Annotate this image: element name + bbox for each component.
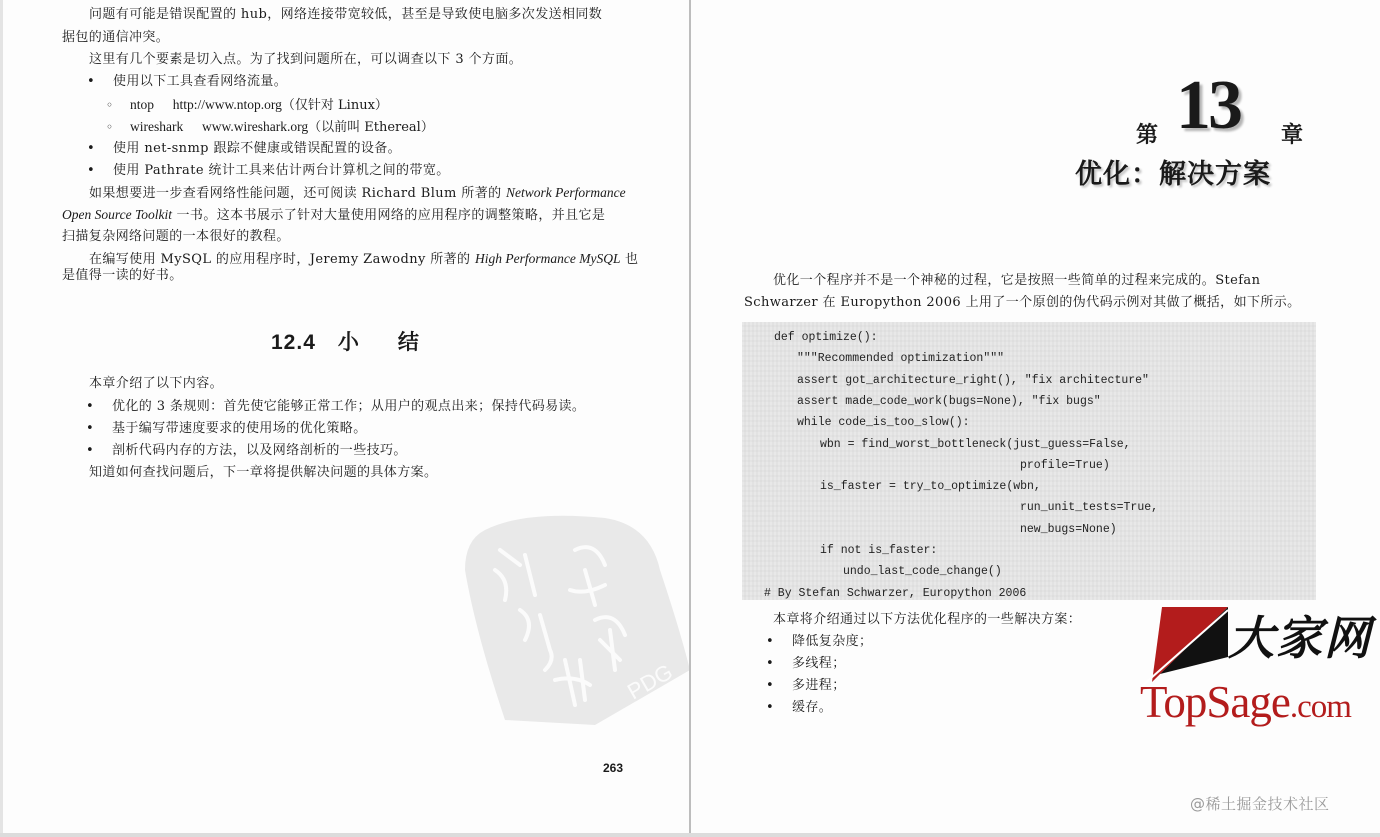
paragraph-line: [89, 251, 638, 268]
tool-note: （以前叫 Ethereal）: [308, 120, 434, 135]
code-line: wbn = find_worst_bottleneck(just_guess=False,: [820, 437, 1131, 451]
left-page: [3, 0, 689, 833]
chapter-suffix: 章: [1281, 122, 1304, 148]
code-block: [742, 322, 1316, 600]
code-line: while code_is_too_slow():: [797, 416, 970, 430]
topsage-logo: [1136, 598, 1380, 738]
paragraph-line: 是值得一读的好书。: [62, 268, 183, 283]
tool-url: http://www.ntop.org: [172, 97, 282, 112]
topsage-brand: [1140, 676, 1351, 728]
source-watermark: @稀土掘金技术社区: [1190, 795, 1330, 813]
code-line: undo_last_code_change(): [843, 565, 1002, 579]
method-bullet: • 降低复杂度；: [792, 634, 872, 650]
text-span: 如果想要进一步查看网络性能问题，还可阅读 Richard Blum 所著的: [89, 186, 507, 201]
section-title-char: 结: [397, 331, 420, 354]
method-bullet: • 多线程；: [792, 656, 846, 672]
method-bullet: • 缓存。: [792, 700, 832, 716]
page-number: 263: [603, 761, 624, 775]
text-span: 在编写使用 MySQL 的应用程序时，Jeremy Zawodny 所著的: [89, 252, 475, 267]
paragraph-line: 扫描复杂网络问题的一本很好的教程。: [62, 229, 290, 244]
section-heading: [271, 326, 420, 356]
code-line: if not is_faster:: [820, 544, 938, 557]
tool-name: wireshark: [130, 119, 184, 134]
bottom-edge: [0, 833, 1380, 837]
bullet-item: • 使用 Pathrate 统计工具来估计两台计算机之间的带宽。: [113, 163, 450, 179]
code-line: def optimize():: [774, 331, 878, 344]
code-line: is_faster = try_to_optimize(wbn,: [820, 480, 1041, 494]
chapter-prefix: 第: [1136, 122, 1159, 148]
paragraph-line: 问题有可能是错误配置的 hub，网络连接带宽较低，甚至是导致使电脑多次发送相同数: [89, 7, 603, 22]
method-bullet: • 多进程；: [792, 678, 846, 694]
tool-note: （仅针对 Linux）: [281, 98, 388, 113]
sub-bullet-wireshark: [130, 119, 434, 136]
book-title: High Performance MySQL: [474, 251, 621, 266]
summary-bullet: • 基于编写带速度要求的使用场的优化策略。: [112, 421, 367, 437]
code-line: profile=True): [1020, 458, 1110, 472]
code-line: new_bugs=None): [1020, 522, 1117, 536]
brand-domain: .com: [1289, 689, 1351, 725]
section-number: 12.4: [271, 331, 316, 354]
summary-bullet: • 剖析代码内存的方法，以及网络剖析的一些技巧。: [112, 443, 407, 459]
intro-line: 优化一个程序并不是一个神秘的过程，它是按照一些简单的过程来完成的。Stefan: [773, 273, 1261, 288]
bullet-item: • 使用 net-snmp 跟踪不健康或错误配置的设备。: [113, 141, 401, 157]
paragraph-line: [62, 207, 605, 224]
chapter-title: 优化：解决方案: [1075, 159, 1271, 190]
summary-outro: 知道如何查找问题后，下一章将提供解决问题的具体方案。: [89, 465, 438, 480]
paragraph-line: [89, 185, 626, 202]
text-span: 也: [620, 252, 639, 267]
summary-intro: 本章介绍了以下内容。: [89, 376, 224, 391]
tool-url: www.wireshark.org: [201, 119, 309, 134]
chapter-number: 13: [1176, 67, 1240, 144]
code-line: assert got_architecture_right(), "fix architecture": [797, 373, 1149, 387]
code-line: # By Stefan Schwarzer, Europython 2006: [764, 586, 1027, 600]
code-line: """Recommended optimization""": [797, 352, 1005, 366]
seal-label: PDG: [623, 658, 677, 705]
sub-bullet-ntop: [130, 97, 388, 114]
section-title-char: 小: [337, 331, 360, 354]
methods-intro: 本章将介绍通过以下方法优化程序的一些解决方案：: [773, 612, 1082, 627]
paragraph-line: 这里有几个要素是切入点。为了找到问题所在，可以调查以下 3 个方面。: [89, 52, 523, 67]
brand-name: TopSage: [1140, 677, 1290, 727]
code-line: run_unit_tests=True,: [1020, 501, 1159, 515]
code-line: assert made_code_work(bugs=None), "fix bugs": [797, 394, 1101, 408]
paragraph-line: 据包的通信冲突。: [62, 30, 170, 45]
intro-line: Schwarzer 在 Europython 2006 上用了一个原创的伪代码示例对其做了概括，如下所示。: [744, 295, 1301, 310]
seal-stamp-watermark: [465, 510, 695, 730]
topsage-quill-icon: [1140, 602, 1230, 687]
summary-bullet: • 优化的 3 条规则：首先使它能够正常工作；从用户的观点出来；保持代码易读。: [112, 399, 585, 415]
book-title: Network Performance: [506, 185, 626, 200]
bullet-item: • 使用以下工具查看网络流量。: [113, 74, 287, 90]
book-title: Open Source Toolkit: [62, 207, 172, 222]
tool-name: ntop: [130, 97, 155, 112]
text-span: 一书。这本书展示了针对大量使用网络的应用程序的调整策略，并且它是: [172, 208, 606, 223]
topsage-cn-name: 大家网: [1228, 611, 1372, 665]
